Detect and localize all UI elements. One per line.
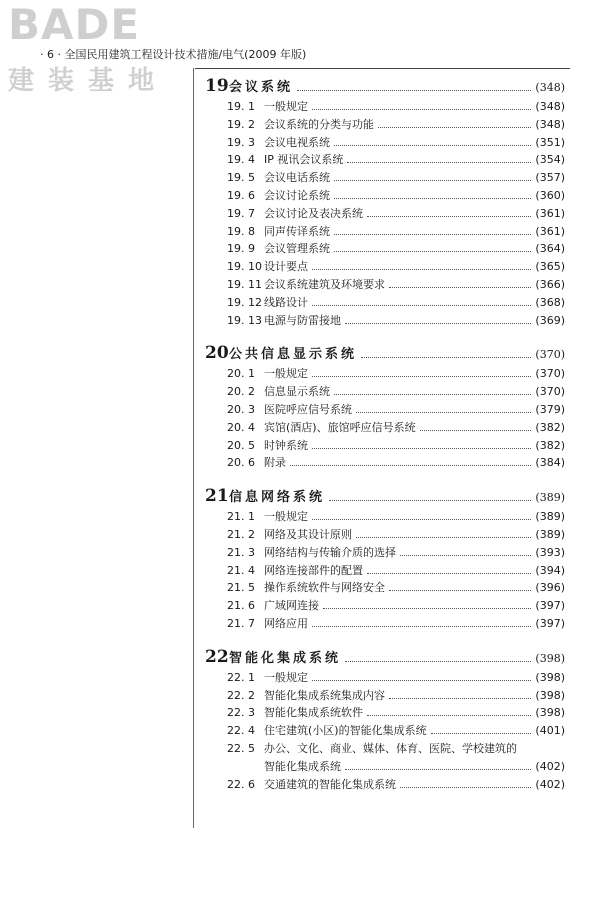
chapter-number: 21 — [205, 486, 229, 507]
section-title: 一般规定 — [264, 670, 308, 684]
chapter-title: 会议系统 — [229, 80, 294, 95]
section-title: 会议讨论及表决系统 — [264, 206, 363, 220]
toc-entry[interactable] — [205, 401, 565, 419]
section-title: 广域网连接 — [264, 599, 319, 613]
page-number: (402) — [535, 777, 565, 791]
toc-entry[interactable] — [205, 454, 565, 472]
page-number: (348) — [535, 81, 565, 94]
section-number: 21. 4 — [227, 563, 255, 577]
toc-entry[interactable] — [205, 704, 565, 722]
header-rule — [195, 68, 570, 69]
section-number: 21. 3 — [227, 545, 255, 559]
dot-leader — [345, 769, 531, 770]
page-number: (398) — [535, 706, 565, 720]
section-number: 19. 5 — [227, 171, 255, 185]
section-number: 19. 10 — [227, 260, 262, 274]
dot-leader — [356, 412, 531, 413]
page-number: (398) — [535, 651, 565, 665]
dot-leader — [290, 465, 531, 466]
dot-leader — [378, 127, 531, 128]
toc-entry[interactable] — [205, 669, 565, 687]
dot-leader — [420, 430, 532, 431]
toc-chapter — [205, 343, 565, 472]
page-number: (398) — [535, 670, 565, 684]
chapter-number: 20 — [205, 343, 229, 364]
section-title: 会议系统的分类与功能 — [264, 117, 374, 131]
toc-entry[interactable] — [205, 276, 565, 294]
page-number: (370) — [535, 367, 565, 381]
toc-entry[interactable] — [205, 597, 565, 615]
dot-leader — [312, 626, 531, 627]
section-number: 19. 9 — [227, 242, 255, 256]
section-number: 20. 5 — [227, 438, 255, 452]
chapter-number: 22 — [205, 646, 229, 667]
page-number: (365) — [535, 260, 565, 274]
toc-entry[interactable] — [205, 294, 565, 312]
section-number: 21. 6 — [227, 599, 255, 613]
toc-entry[interactable] — [205, 383, 565, 401]
dot-leader — [297, 90, 531, 91]
section-title: 宾馆(酒店)、旅馆呼应信号系统 — [264, 420, 416, 434]
dot-leader — [334, 198, 531, 199]
chapter-heading[interactable] — [205, 76, 565, 98]
section-title: 网络应用 — [264, 616, 308, 630]
dot-leader — [323, 608, 531, 609]
section-number: 22. 5 — [227, 741, 255, 755]
section-title: 时钟系统 — [264, 438, 308, 452]
section-title: 智能化集成系统集成内容 — [264, 688, 385, 702]
page-number: (384) — [535, 456, 565, 470]
toc-entry[interactable] — [205, 508, 565, 526]
dot-leader — [367, 573, 531, 574]
dot-leader — [312, 519, 531, 520]
toc-entry[interactable] — [205, 240, 565, 258]
section-number: 19. 1 — [227, 100, 255, 113]
toc-entry[interactable] — [205, 187, 565, 205]
logo-brand: BADE — [8, 0, 141, 49]
dot-leader — [356, 537, 531, 538]
page-number: (398) — [535, 688, 565, 702]
section-title: 会议电话系统 — [264, 171, 330, 185]
section-number: 20. 4 — [227, 420, 255, 434]
toc-entry[interactable] — [205, 365, 565, 383]
section-title: 一般规定 — [264, 367, 308, 381]
dot-leader — [312, 269, 531, 270]
section-title: 一般规定 — [264, 510, 308, 524]
toc-entry[interactable] — [205, 312, 565, 330]
page-number: (389) — [535, 527, 565, 541]
page-number: (382) — [535, 438, 565, 452]
toc-entry[interactable] — [205, 722, 565, 740]
section-title: 智能化集成系统软件 — [264, 706, 363, 720]
dot-leader — [389, 590, 531, 591]
toc-entry[interactable] — [205, 419, 565, 437]
section-number: 20. 1 — [227, 367, 255, 381]
dot-leader — [334, 394, 531, 395]
page-number: (348) — [535, 117, 565, 131]
page-number: (382) — [535, 420, 565, 434]
dot-leader — [312, 109, 531, 110]
section-number: 19. 13 — [227, 313, 262, 327]
section-number: 19. 2 — [227, 117, 255, 131]
toc-entry[interactable] — [205, 223, 565, 241]
toc-chapter — [205, 76, 565, 329]
dot-leader — [334, 145, 531, 146]
page-number: (354) — [535, 153, 565, 167]
toc-entry[interactable] — [205, 116, 565, 134]
dot-leader — [345, 661, 531, 662]
toc-entry[interactable] — [205, 205, 565, 223]
toc-entry[interactable] — [205, 758, 565, 776]
toc-entry[interactable] — [205, 98, 565, 116]
chapter-number: 19 — [205, 76, 229, 96]
section-title: 会议讨论系统 — [264, 188, 330, 202]
section-title: 电源与防雷接地 — [264, 313, 341, 327]
toc-entry[interactable] — [205, 169, 565, 187]
chapter-title: 公共信息显示系统 — [229, 347, 358, 363]
toc-entry[interactable] — [205, 687, 565, 705]
page-number: (361) — [535, 224, 565, 238]
section-number: 21. 2 — [227, 527, 255, 541]
toc-chapter — [205, 486, 565, 633]
toc-entry[interactable] — [205, 562, 565, 580]
section-number: 20. 6 — [227, 456, 255, 470]
section-title: 网络及其设计原则 — [264, 527, 352, 541]
dot-leader — [431, 733, 532, 734]
section-number: 21. 5 — [227, 581, 255, 595]
dot-leader — [334, 180, 531, 181]
dot-leader — [389, 698, 531, 699]
chapter-heading[interactable] — [205, 343, 565, 365]
page-number: (366) — [535, 277, 565, 291]
page-number: (370) — [535, 385, 565, 399]
section-title: 智能化集成系统 — [264, 759, 341, 773]
section-number: 22. 1 — [227, 670, 255, 684]
margin-rule — [193, 68, 194, 828]
dot-leader — [334, 234, 531, 235]
section-number: 20. 3 — [227, 402, 255, 416]
page-number: (364) — [535, 242, 565, 256]
page-number: (402) — [535, 759, 565, 773]
dot-leader — [367, 715, 531, 716]
section-title: 一般规定 — [264, 100, 308, 113]
section-number: 19. 3 — [227, 135, 255, 149]
toc-entry[interactable] — [205, 134, 565, 152]
section-title: 交通建筑的智能化集成系统 — [264, 777, 396, 791]
toc-chapter — [205, 647, 565, 794]
running-head: · 6 · 全国民用建筑工程设计技术措施/电气(2009 年版) — [40, 48, 307, 61]
page-number: (394) — [535, 563, 565, 577]
section-title: 医院呼应信号系统 — [264, 402, 352, 416]
toc-entry[interactable] — [205, 151, 565, 169]
toc-entry[interactable] — [205, 740, 565, 758]
section-title: 同声传译系统 — [264, 224, 330, 238]
page-number: (369) — [535, 313, 565, 327]
dot-leader — [334, 251, 531, 252]
page-number: (389) — [535, 491, 565, 505]
page-number: (351) — [535, 135, 565, 149]
section-number: 19. 4 — [227, 153, 255, 167]
dot-leader — [329, 500, 531, 501]
toc-entry[interactable] — [205, 544, 565, 562]
page-number: (368) — [535, 295, 565, 309]
dot-leader — [367, 216, 531, 217]
section-title: 会议管理系统 — [264, 242, 330, 256]
page-number: (361) — [535, 206, 565, 220]
dot-leader — [361, 357, 531, 358]
dot-leader — [312, 305, 531, 306]
toc-entry[interactable] — [205, 437, 565, 455]
section-title: 信息显示系统 — [264, 385, 330, 399]
page-number: (348) — [535, 100, 565, 113]
section-title: 住宅建筑(小区)的智能化集成系统 — [264, 724, 427, 738]
section-title: 操作系统软件与网络安全 — [264, 581, 385, 595]
section-title: 会议电视系统 — [264, 135, 330, 149]
page-number: (397) — [535, 599, 565, 613]
toc-entry[interactable] — [205, 579, 565, 597]
page-number: (393) — [535, 545, 565, 559]
chapter-title: 信息网络系统 — [229, 490, 326, 506]
page-number: (401) — [535, 724, 565, 738]
section-number: 21. 1 — [227, 510, 255, 524]
section-title: IP 视讯会议系统 — [264, 153, 344, 167]
section-number: 22. 4 — [227, 724, 255, 738]
dot-leader — [400, 555, 531, 556]
chapter-title: 智能化集成系统 — [229, 650, 342, 666]
section-title: 办公、文化、商业、媒体、体育、医院、学校建筑的 — [264, 741, 517, 755]
section-number: 19. 12 — [227, 295, 262, 309]
dot-leader — [312, 376, 531, 377]
section-title: 设计要点 — [264, 260, 308, 274]
section-number: 22. 6 — [227, 777, 255, 791]
section-title: 会议系统建筑及环境要求 — [264, 277, 385, 291]
page-number: (396) — [535, 581, 565, 595]
page-number: (360) — [535, 188, 565, 202]
dot-leader — [312, 680, 531, 681]
dot-leader — [389, 287, 531, 288]
section-number: 19. 7 — [227, 206, 255, 220]
dot-leader — [345, 323, 531, 324]
section-title: 附录 — [264, 456, 286, 470]
chapter-heading[interactable] — [205, 486, 565, 508]
section-number: 20. 2 — [227, 385, 255, 399]
page-number: (379) — [535, 402, 565, 416]
toc-entry[interactable] — [205, 776, 565, 794]
logo-subtitle: 建装基地 — [8, 66, 169, 96]
dot-leader — [347, 162, 531, 163]
section-number: 21. 7 — [227, 616, 255, 630]
dot-leader — [400, 787, 531, 788]
section-title: 线路设计 — [264, 295, 308, 309]
toc-entry[interactable] — [205, 615, 565, 633]
dot-leader — [312, 448, 531, 449]
toc-entry[interactable] — [205, 526, 565, 544]
section-number: 19. 11 — [227, 277, 262, 291]
section-number: 22. 2 — [227, 688, 255, 702]
chapter-heading[interactable] — [205, 647, 565, 669]
page-number: (397) — [535, 616, 565, 630]
page-number: (370) — [535, 348, 565, 362]
section-title: 网络结构与传输介质的选择 — [264, 545, 396, 559]
table-of-contents — [205, 76, 565, 807]
section-number: 19. 8 — [227, 224, 255, 238]
section-number: 22. 3 — [227, 706, 255, 720]
toc-entry[interactable] — [205, 258, 565, 276]
section-title: 网络连接部件的配置 — [264, 563, 363, 577]
section-number: 19. 6 — [227, 188, 255, 202]
page-number: (389) — [535, 510, 565, 524]
page-number: (357) — [535, 171, 565, 185]
